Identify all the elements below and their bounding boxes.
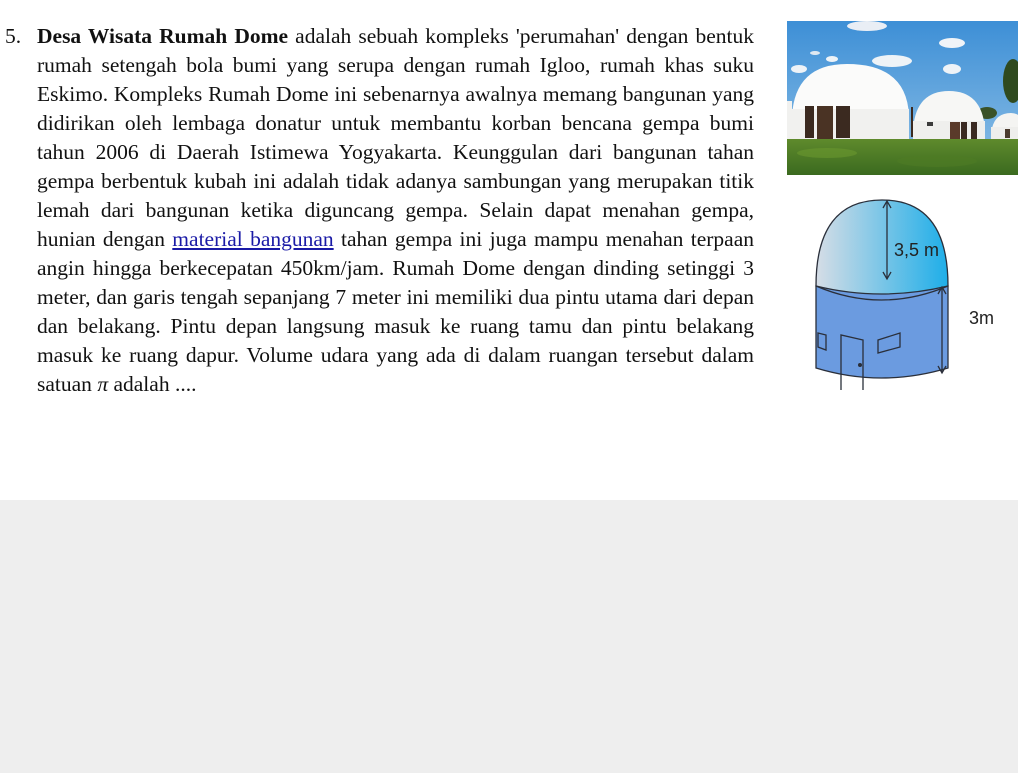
question-title: Desa Wisata Rumah Dome [37, 24, 289, 48]
dome-houses-photo [787, 21, 1018, 175]
question-body-3: adalah .... [108, 372, 197, 396]
question-number: 5. [5, 24, 22, 48]
question-text [37, 22, 754, 399]
dome-house-diagram [808, 190, 1018, 400]
pi-symbol: π [97, 372, 109, 396]
question-body-2: tahan gempa ini juga mampu menahan terpaan angin hingga berkecepatan 450km/jam. Rumah Dome dengan dinding setinggi 3 meter, dan garis tengah sepanjang 7 meter ini memiliki dua pintu utama dari depan dan belakang. Pintu depan langsung masuk ke ruang tamu dan pintu belakang masuk ke ruang dapur. Volume udara yang ada di dalam ruangan tersebut dalam satuan [37, 227, 754, 396]
wall-height-label: 3m [969, 308, 995, 328]
dome-height-label: 3,5 m [894, 240, 940, 260]
question-body-1: adalah sebuah kompleks 'perumahan' dengan bentuk rumah setengah bola bumi yang serupa dengan rumah Igloo, rumah khas suku Eskimo. Kompleks Rumah Dome ini sebenarnya awalnya memang bangunan yang didirikan oleh lembaga donatur untuk membantu korban bencana gempa bumi tahun 2006 di Daerah Istimewa Yogyakarta. Keunggulan dari bangunan tahan gempa berbentuk kubah ini adalah tidak adanya sambungan yang merupakan titik lemah dari bangunan ketika diguncang gempa. Selain dapat menahan gempa, hunian dengan [37, 24, 754, 251]
empty-gray-area [0, 500, 1018, 773]
material-bangunan-link[interactable]: material bangunan [172, 227, 334, 251]
